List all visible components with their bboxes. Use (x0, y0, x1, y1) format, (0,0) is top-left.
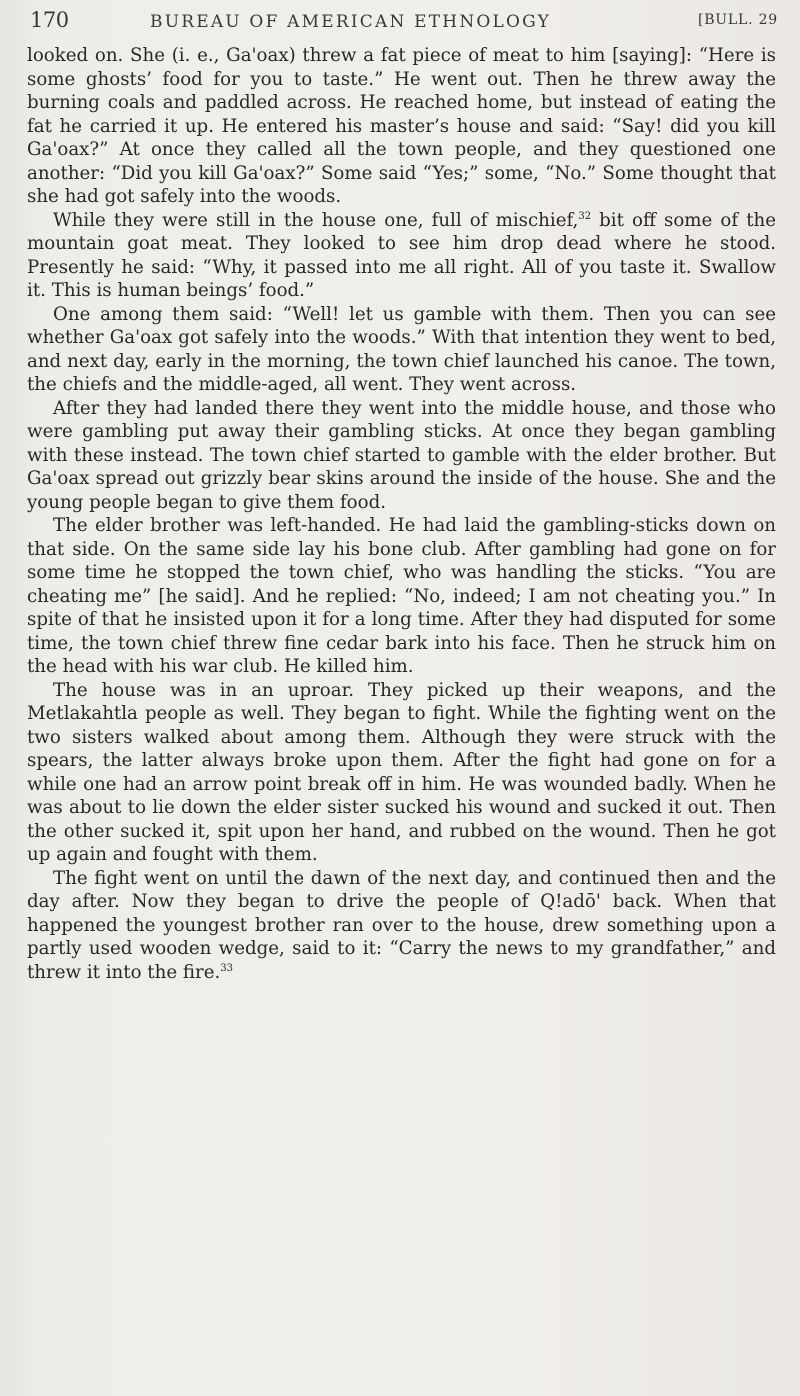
page-number: 170 (30, 8, 69, 32)
page-header (30, 8, 778, 42)
paragraph-2-text-before: While they were still in the house one, full of mischief, (53, 209, 579, 231)
paragraph-4: After they had landed there they went into the middle house, and those who were gambling put away their gambling sticks. At once they began gambling with these instead. The town chief started to gamble with the elder brother. But Ga'oax spread out grizzly bear skins around the inside of the house. She and the young people began to give them food. (27, 397, 776, 513)
paragraph-7-text: The fight went on until the dawn of the next day, and continued then and the day after. Now they began to drive the people of Q!adō' back. When that happened the youngest brother ran over to the house, drew something upon a partly used wooden wedge, said to it: “Carry the news to my grandfather,” and threw it into the fire. (27, 867, 776, 983)
footnote-ref-32[interactable]: 32 (578, 210, 592, 222)
body-text (27, 44, 776, 984)
paragraph-2-text-after: bit off some of the mountain goat meat. They looked to see him drop dead where he stood. Presently he said: “Why, it passed into me all right. All of you taste it. Swallow it. This is human beings’ food.” (27, 209, 776, 301)
footnote-ref-33[interactable]: 33 (220, 962, 233, 974)
paragraph-2 (27, 209, 776, 303)
paragraph-7 (27, 867, 776, 985)
paragraph-5: The elder brother was left-handed. He had laid the gambling-sticks down on that side. On the same side lay his bone club. After gambling had gone on for some time he stopped the town chief, who was handling the sticks. “You are cheating me” [he said]. And he replied: “No, indeed; I am not cheating you.” In spite of that he insisted upon it for a long time. After they had disputed for some time, the town chief threw fine cedar bark into his face. Then he struck him on the head with his war club. He killed him. (27, 515, 776, 677)
paragraph-6: The house was in an uproar. They picked up their weapons, and the Metlakahtla people as well. They began to fight. While the fighting went on the two sisters walked about among them. Although they were struck with the spears, the latter always broke upon them. After the fight had gone on for a while one had an arrow point break off in him. He was wounded badly. When he was about to lie down the elder sister sucked his wound and sucked it out. Then the other sucked it, spit upon her hand, and rubbed on the wound. Then he got up again and fought with them. (27, 679, 776, 865)
bulletin-reference: [BULL. 29 (697, 12, 778, 28)
running-head: BUREAU OF AMERICAN ETHNOLOGY (150, 12, 552, 32)
paragraph-1: looked on. She (i. e., Ga'oax) threw a fat piece of meat to him [saying]: “Here is some ghosts’ food for you to taste.” He went out. Then he threw away the burning coals and paddled across. He reached home, but instead of eating the fat he carried it up. He entered his master’s house and said: “Say! did you kill Ga'oax?” At once they called all the town people, and they questioned one another: “Did you kill Ga'oax?” Some said “Yes;” some, “No.” Some thought that she had got safely into the woods. (27, 45, 776, 207)
paragraph-3: One among them said: “Well! let us gamble with them. Then you can see whether Ga'oax got safely into the woods.” With that intention they went to bed, and next day, early in the morning, the town chief launched his canoe. The town, the chiefs and the middle-aged, all went. They went across. (27, 303, 776, 395)
